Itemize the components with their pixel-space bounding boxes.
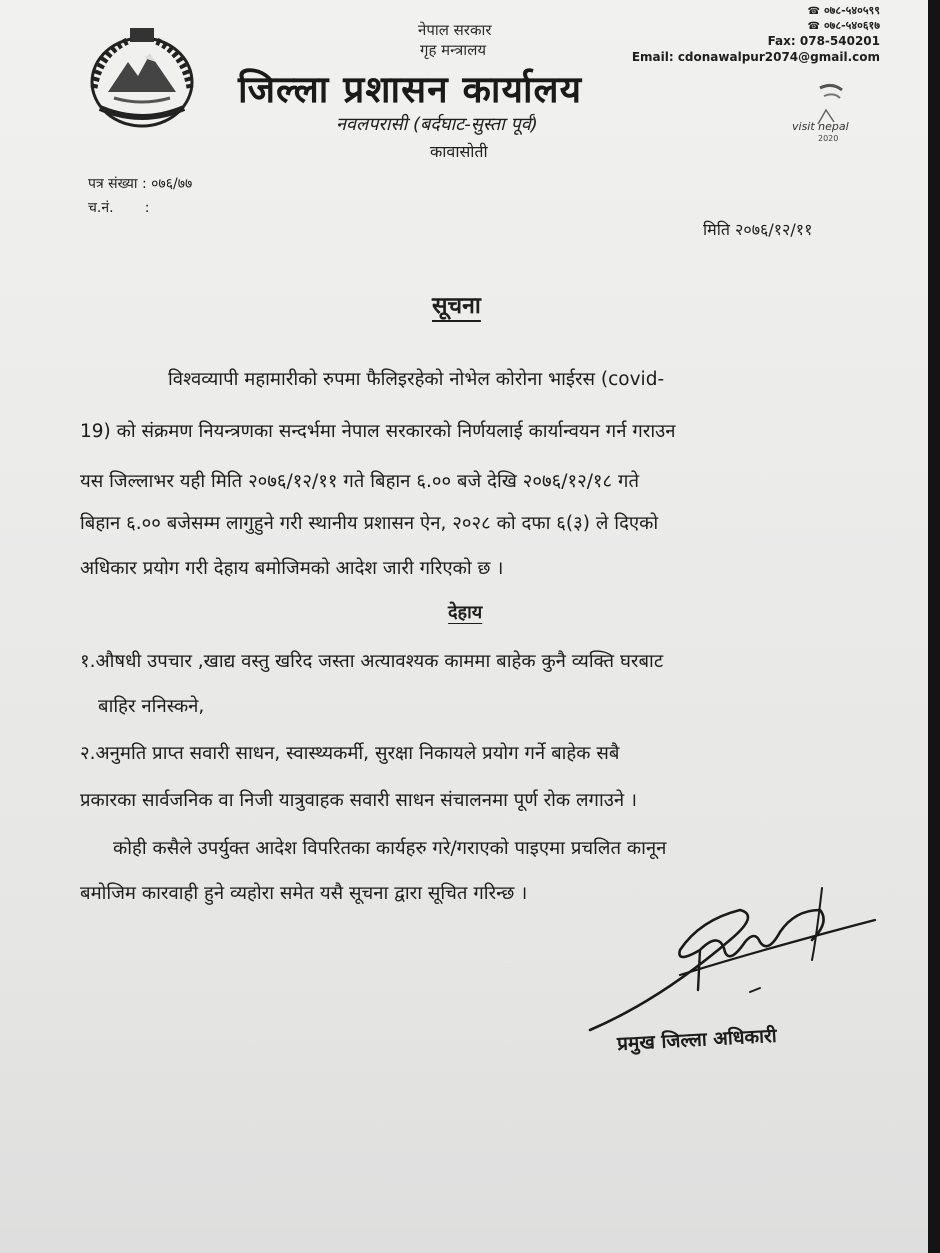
paragraph-line: 19) को संक्रमण नियन्त्रणका सन्दर्भमा नेपाल सरकारको निर्णयलाई कार्यान्वयन गर्न गराउन: [80, 421, 676, 442]
ministry-line: गृह मन्त्रालय: [420, 41, 487, 59]
email-line: Email: cdonawalpur2074@gmail.com: [631, 50, 880, 64]
list-item-1-line: १.औषधी उपचार ,खाद्य वस्तु खरिद जस्ता अत्यावश्यक काममा बाहेक कुनै व्यक्ति घरबाट: [80, 651, 664, 672]
signature-icon: [580, 880, 880, 1040]
phone-line-1: ☎ ०७८-५४०५९९: [807, 4, 880, 17]
nepal-emblem-icon: [80, 22, 204, 134]
phone-line-2: ☎ ०७८-५४०६१७: [807, 19, 880, 32]
paragraph-line: विश्वव्यापी महामारीको रुपमा फैलिइरहेको नोभेल कोरोना भाईरस (covid-: [168, 369, 665, 390]
visit-nepal-text: visit nepal: [792, 120, 849, 133]
gov-name-line: नेपाल सरकार: [418, 21, 492, 39]
fax-line: Fax: 078-540201: [767, 34, 880, 48]
closing-line: बमोजिम कारवाही हुने व्यहोरा समेत यसै सूचना द्वारा सूचित गरिन्छ ।: [80, 883, 528, 904]
list-item-1-line: बाहिर ननिस्कने,: [98, 696, 205, 717]
paragraph-line: अधिकार प्रयोग गरी देहाय बमोजिमको आदेश जारी गरिएको छ ।: [80, 558, 504, 579]
phone-icon: ☎: [807, 21, 820, 32]
office-title: जिल्ला प्रशासन कार्यालय: [238, 68, 583, 111]
office-location: कावासोती: [430, 142, 488, 161]
office-address: नवलपरासी (बर्दघाट-सुस्ता पूर्व): [336, 114, 538, 135]
notice-date: मिति २०७६/१२/११: [703, 220, 813, 239]
paragraph-line: यस जिल्लाभर यही मिति २०७६/१२/११ गते बिहान ६.०० बजे देखि २०७६/१२/१८ गते: [80, 471, 640, 492]
phone-icon: ☎: [807, 6, 820, 17]
notice-title: सूचना: [432, 293, 481, 319]
list-heading: देहाय: [448, 602, 483, 623]
list-item-2-line: २.अनुमति प्राप्त सवारी साधन, स्वास्थ्यकर्मी, सुरक्षा निकायले प्रयोग गर्ने बाहेक सबै: [80, 743, 620, 764]
dispatch-number: च.नं. :: [88, 200, 150, 216]
photo-edge: [928, 0, 940, 1253]
paragraph-line: बिहान ६.०० बजेसम्म लागुहुने गरी स्थानीय प्रशासन ऐन, २०२८ को दफा ६(३) ले दिएको: [80, 513, 659, 534]
letter-number: पत्र संख्या : ०७६/७७: [88, 176, 193, 192]
visit-nepal-year: 2020: [818, 134, 839, 143]
closing-line: कोही कसैले उपर्युक्त आदेश विपरितका कार्यहरु गरे/गराएको पाइएमा प्रचलित कानून: [113, 838, 667, 859]
list-item-2-line: प्रकारका सार्वजनिक वा निजी यात्रुवाहक सवारी साधन संचालनमा पूर्ण रोक लगाउने ।: [80, 790, 638, 811]
signatory-title: प्रमुख जिल्ला अधिकारी: [616, 1024, 778, 1056]
